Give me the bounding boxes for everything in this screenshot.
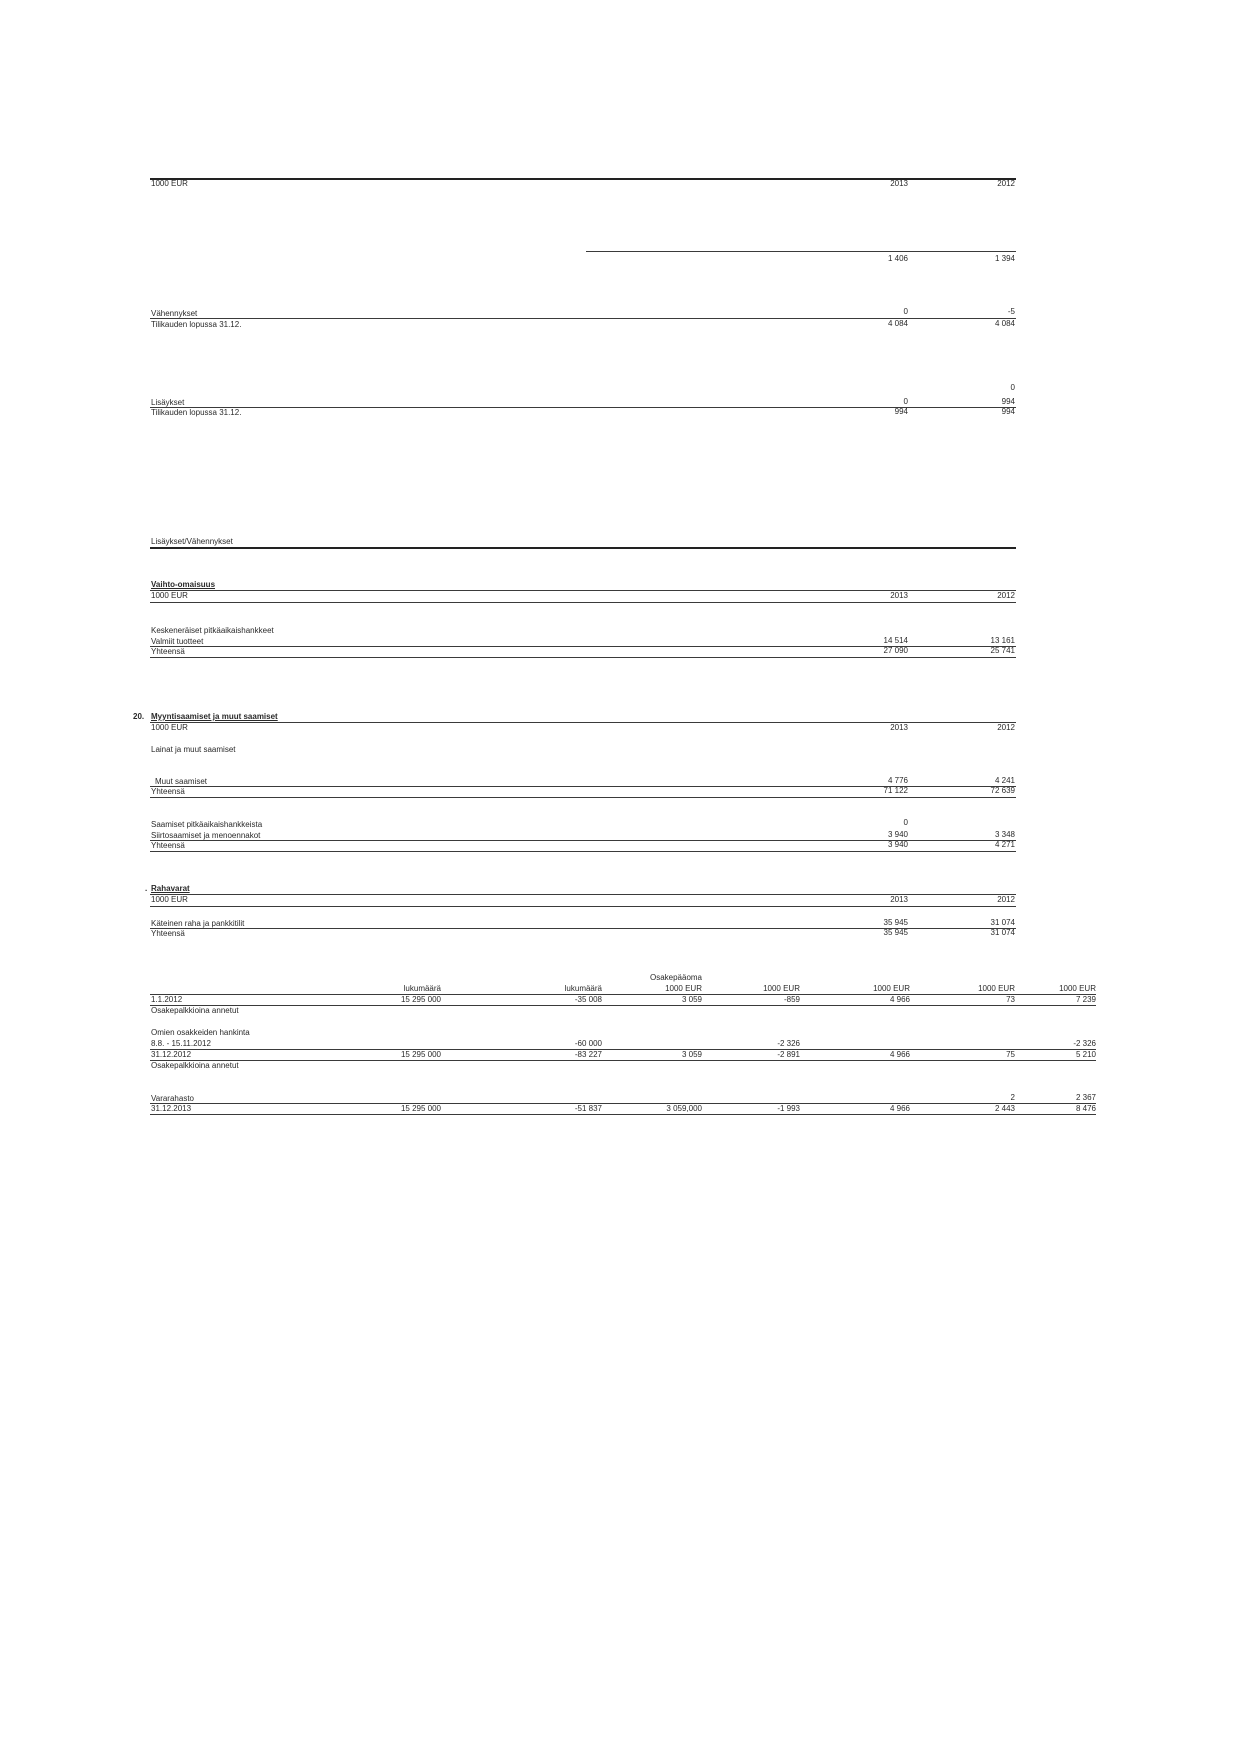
equity-osake2-label: Osakepalkkioina annetut: [151, 1061, 239, 1070]
myynti-lainat-label: Lainat ja muut saamiset: [151, 745, 236, 754]
myynti-siirto-label: Siirtosaamiset ja menoennakot: [151, 831, 261, 840]
equity-r5-c4: -1 993: [777, 1104, 800, 1113]
rahavarat-year-2013: 2013: [890, 895, 908, 904]
equity-r3-c7: 5 210: [1075, 1050, 1096, 1059]
equity-r2-label: 8.8. - 15.11.2012: [151, 1039, 211, 1048]
rahavarat-yhteensa-2012: 31 074: [990, 928, 1015, 937]
section-a-vahennykset-2013: 0: [903, 307, 908, 316]
equity-r5-c2: -51 837: [574, 1104, 602, 1113]
equity-r1-c3: 3 059: [681, 995, 702, 1004]
equity-r3-c5: 4 966: [889, 1050, 910, 1059]
myynti-yhteensa1-2012: 72 639: [990, 786, 1015, 795]
rahavarat-unit: 1000 EUR: [151, 895, 188, 904]
equity-r5-c3: 3 059,000: [666, 1104, 702, 1113]
rahavarat-kateinen-2013: 35 945: [883, 918, 908, 927]
myynti-unit: 1000 EUR: [151, 723, 188, 732]
equity-r1-c4: -859: [783, 995, 800, 1004]
equity-r5-label: 31.12.2013: [151, 1104, 192, 1113]
section-a-tilikauden-label: Tilikauden lopussa 31.12.: [151, 320, 242, 329]
vaihto-valmiit-2013: 14 514: [883, 636, 908, 645]
section-c-rule: [150, 547, 1016, 549]
myynti-year-2012: 2012: [997, 723, 1015, 732]
myynti-saamiset-2013: 0: [903, 818, 908, 827]
rahavarat-kateinen-2012: 31 074: [990, 918, 1015, 927]
equity-r1-rule: [150, 1005, 1096, 1006]
myynti-siirto-2013: 3 940: [887, 830, 908, 839]
vaihto-year-2013: 2013: [890, 591, 908, 600]
section-b-top-2012: 0: [1010, 383, 1015, 392]
equity-header-c5: 1000 EUR: [873, 984, 910, 993]
vaihto-title: Vaihto-omaisuus: [151, 580, 216, 589]
equity-r1-c7: 7 239: [1075, 995, 1096, 1004]
equity-r1-c5: 4 966: [889, 995, 910, 1004]
section-a-vahennykset-label: Vähennykset: [151, 309, 198, 318]
equity-osake1-label: Osakepalkkioina annetut: [151, 1006, 239, 1015]
rahavarat-year-2012: 2012: [997, 895, 1015, 904]
equity-r2-rule: [150, 1049, 1096, 1050]
equity-r5-c1: 15 295 000: [400, 1104, 441, 1113]
vaihto-valmiit-2012: 13 161: [990, 636, 1015, 645]
vaihto-bottom-rule: [150, 657, 1016, 658]
vaihto-unit: 1000 EUR: [151, 591, 188, 600]
section-a-year-2012: 2012: [997, 179, 1015, 188]
equity-r1-c6: 73: [1006, 995, 1015, 1004]
myynti-yhteensa2-2013: 3 940: [887, 840, 908, 849]
rahavarat-header-rule: [150, 906, 1016, 907]
myynti-number: 20.: [133, 712, 145, 721]
section-b-tilikauden-2013: 994: [894, 407, 908, 416]
section-a-vahennykset-2012: -5: [1007, 307, 1015, 316]
rahavarat-bullet: .: [145, 884, 148, 893]
equity-r1-c2: -35 008: [574, 995, 602, 1004]
equity-r4-c6: 2: [1010, 1093, 1015, 1102]
myynti-year-2013: 2013: [890, 723, 908, 732]
equity-r3-c2: -83 227: [574, 1050, 602, 1059]
equity-r3-c6: 75: [1006, 1050, 1015, 1059]
rahavarat-yhteensa-2013: 35 945: [883, 928, 908, 937]
section-c-label: Lisäykset/Vähennykset: [151, 537, 233, 546]
equity-r3-c4: -2 891: [777, 1050, 800, 1059]
equity-header-rule: [150, 994, 1096, 995]
equity-r3-rule: [150, 1060, 1096, 1061]
section-a-tilikauden-2012: 4 084: [994, 319, 1015, 328]
section-a-unit: 1000 EUR: [151, 179, 188, 188]
equity-header-c6: 1000 EUR: [978, 984, 1015, 993]
equity-bottom-rule: [150, 1114, 1096, 1115]
equity-r4-rule: [150, 1103, 1096, 1104]
equity-r3-label: 31.12.2012: [151, 1050, 192, 1059]
equity-r1-c1: 15 295 000: [400, 995, 441, 1004]
myynti-yhteensa1-label: Yhteensä: [151, 787, 185, 796]
myynti-muut-2012: 4 241: [994, 776, 1015, 785]
vaihto-yhteensa-2012: 25 741: [990, 646, 1015, 655]
section-a-row1-2012: 1 394: [994, 254, 1015, 263]
equity-r3-c3: 3 059: [681, 1050, 702, 1059]
myynti-bottom-rule: [150, 851, 1016, 852]
equity-r2-c2: -60 000: [574, 1039, 602, 1048]
myynti-muut-label: Muut saamiset: [155, 777, 208, 786]
section-b-lisaykset-2012: 994: [1001, 397, 1015, 406]
myynti-yhteensa2-2012: 4 271: [994, 840, 1015, 849]
equity-r3-c1: 15 295 000: [400, 1050, 441, 1059]
myynti-saamiset-label: Saamiset pitkäaikaishankkeista: [151, 820, 263, 829]
myynti-yhteensa1-2013: 71 122: [883, 786, 908, 795]
section-b-lisaykset-2013: 0: [903, 397, 908, 406]
equity-r5-c6: 2 443: [994, 1104, 1015, 1113]
equity-header-c2: lukumäärä: [564, 984, 602, 993]
section-a-tilikauden-2013: 4 084: [887, 319, 908, 328]
equity-header-c3a: Osakepääoma: [649, 973, 702, 982]
equity-header-c7: 1000 EUR: [1059, 984, 1096, 993]
equity-header-c4: 1000 EUR: [763, 984, 800, 993]
vaihto-yhteensa-2013: 27 090: [883, 646, 908, 655]
equity-omien-label: Omien osakkeiden hankinta: [151, 1028, 250, 1037]
rahavarat-yhteensa-label: Yhteensä: [151, 929, 185, 938]
rahavarat-title: Rahavarat: [151, 884, 190, 893]
section-b-tilikauden-label: Tilikauden lopussa 31.12.: [151, 408, 242, 417]
rahavarat-kateinen-label: Käteinen raha ja pankkitilit: [151, 919, 245, 928]
vaihto-year-2012: 2012: [997, 591, 1015, 600]
myynti-muut-2013: 4 776: [887, 776, 908, 785]
myynti-yhteensa1-rule: [150, 797, 1016, 798]
section-a-row1-2013: 1 406: [887, 254, 908, 263]
equity-r4-label: Vararahasto: [151, 1094, 194, 1103]
section-a-year-2013: 2013: [890, 179, 908, 188]
myynti-yhteensa2-label: Yhteensä: [151, 841, 185, 850]
vaihto-header-rule: [150, 602, 1016, 603]
myynti-siirto-2012: 3 348: [994, 830, 1015, 839]
section-a-subtotal-rule: [586, 251, 1016, 252]
section-b-tilikauden-2012: 994: [1001, 407, 1015, 416]
equity-r4-c7: 2 367: [1075, 1093, 1096, 1102]
myynti-title: Myyntisaamiset ja muut saamiset: [151, 712, 278, 721]
equity-r5-c7: 8 476: [1075, 1104, 1096, 1113]
equity-r2-c7: -2 326: [1073, 1039, 1096, 1048]
vaihto-keskeneraiset-label: Keskeneräiset pitkäaikaishankkeet: [151, 626, 274, 635]
section-b-lisaykset-label: Lisäykset: [151, 398, 185, 407]
equity-r2-c4: -2 326: [777, 1039, 800, 1048]
equity-r1-label: 1.1.2012: [151, 995, 183, 1004]
vaihto-yhteensa-label: Yhteensä: [151, 647, 185, 656]
vaihto-valmiit-label: Valmiit tuotteet: [151, 637, 204, 646]
equity-header-c1: lukumäärä: [403, 984, 441, 993]
equity-r5-c5: 4 966: [889, 1104, 910, 1113]
equity-header-c3b: 1000 EUR: [665, 984, 702, 993]
